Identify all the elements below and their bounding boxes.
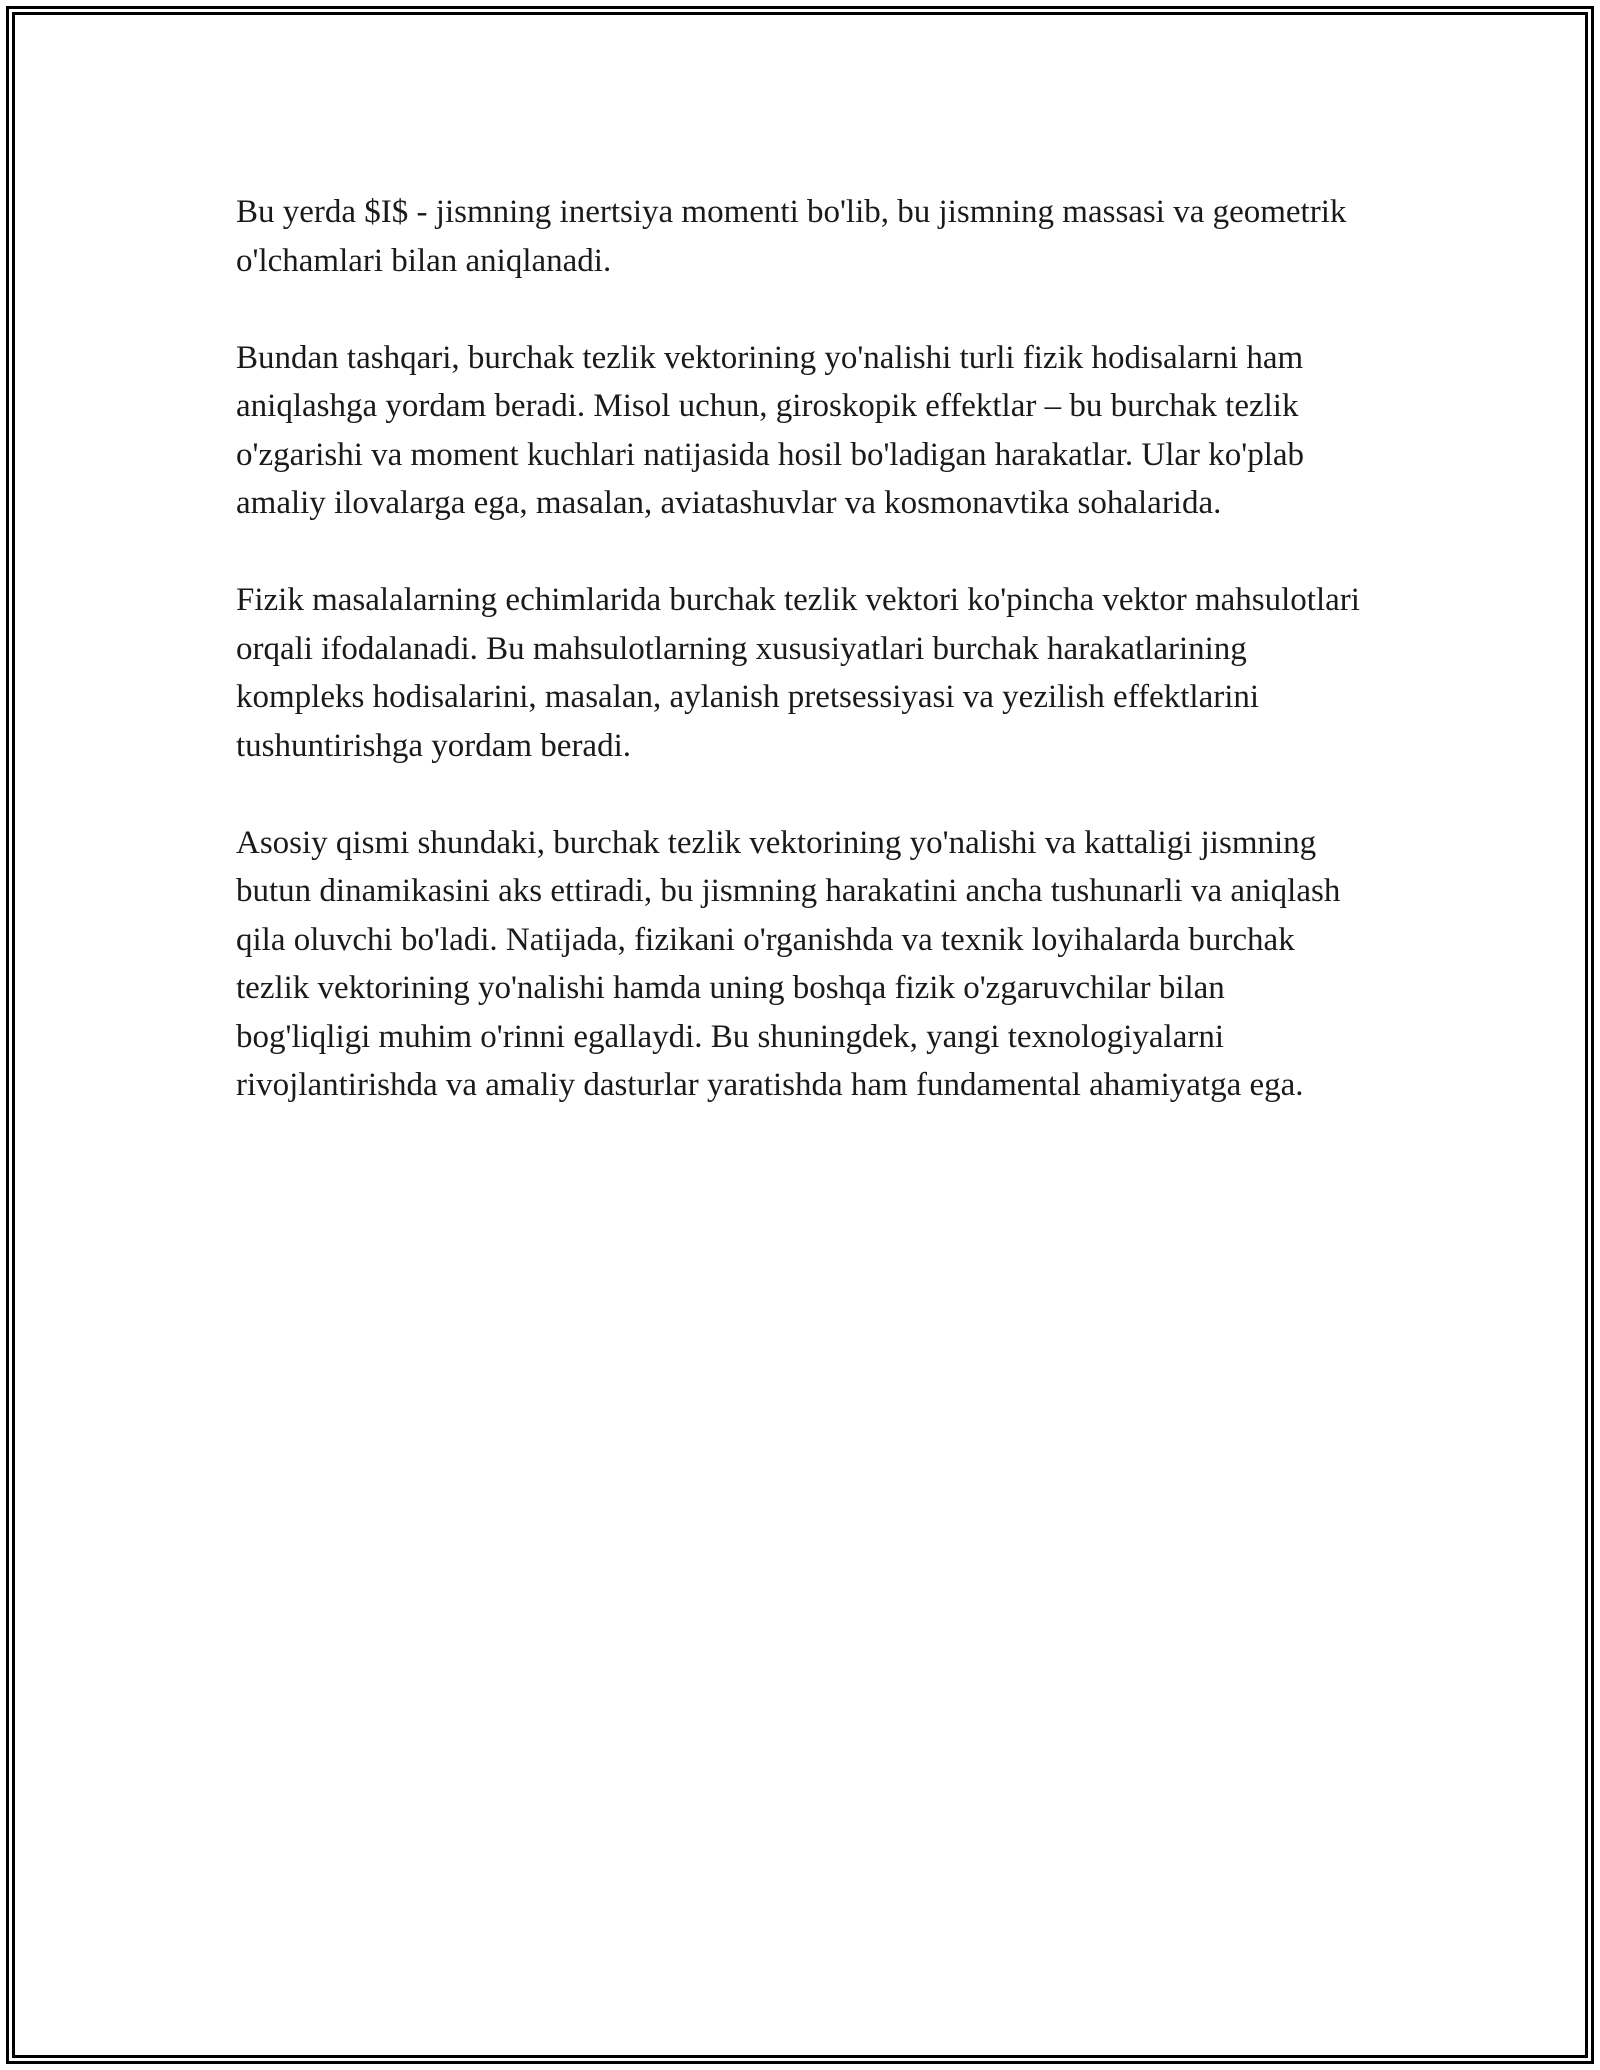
paragraph-inertia-moment: Bu yerda $I$ - jismning inertsiya momenti bo'lib, bu jismning massasi va geometrik o'lchamlari bilan aniqlanadi. xyxy=(236,194,1347,279)
paragraph-gyroscopic-effects: Bundan tashqari, burchak tezlik vektorining yo'nalishi turli fizik hodisalarni ham aniqlashga yordam beradi. Misol uchun, giroskopik effektlar – bu burchak tezlik o'zgarishi va moment kuchlari natijasida hosil bo'ladigan harakatlar. Ular ko'plab amaliy ilovalarga ega, masalan, aviatashuvlar va kosmonavtika sohalarida. xyxy=(236,339,1305,521)
paragraph-conclusion: Asosiy qismi shundaki, burchak tezlik vektorining yo'nalishi va kattaligi jismning butun dinamikasini aks ettiradi, bu jismning harakatini ancha tushunarli va aniqlash qila oluvchi bo'ladi. Natijada, fizikani o'rganishda va texnik loyihalarda burchak tezlik vektorining yo'nalishi hamda uning boshqa fizik o'zgaruvchilar bilan bog'liqligi muhim o'rinni egallaydi. Bu shuningdek, yangi texnologiyalarni rivojlantirishda va amaliy dasturlar yaratishda ham fundamental ahamiyatga ega. xyxy=(236,824,1341,1103)
document-body xyxy=(236,188,1366,1158)
paragraph-vector-products: Fizik masalalarning echimlarida burchak tezlik vektori ko'pincha vektor mahsulotlari orqali ifodalanadi. Bu mahsulotlarning xususiyatlari burchak harakatlarining kompleks hodisalarini, masalan, aylanish pretsessiyasi va yezilish effektlarini tushuntirishga yordam beradi. xyxy=(236,582,1360,764)
